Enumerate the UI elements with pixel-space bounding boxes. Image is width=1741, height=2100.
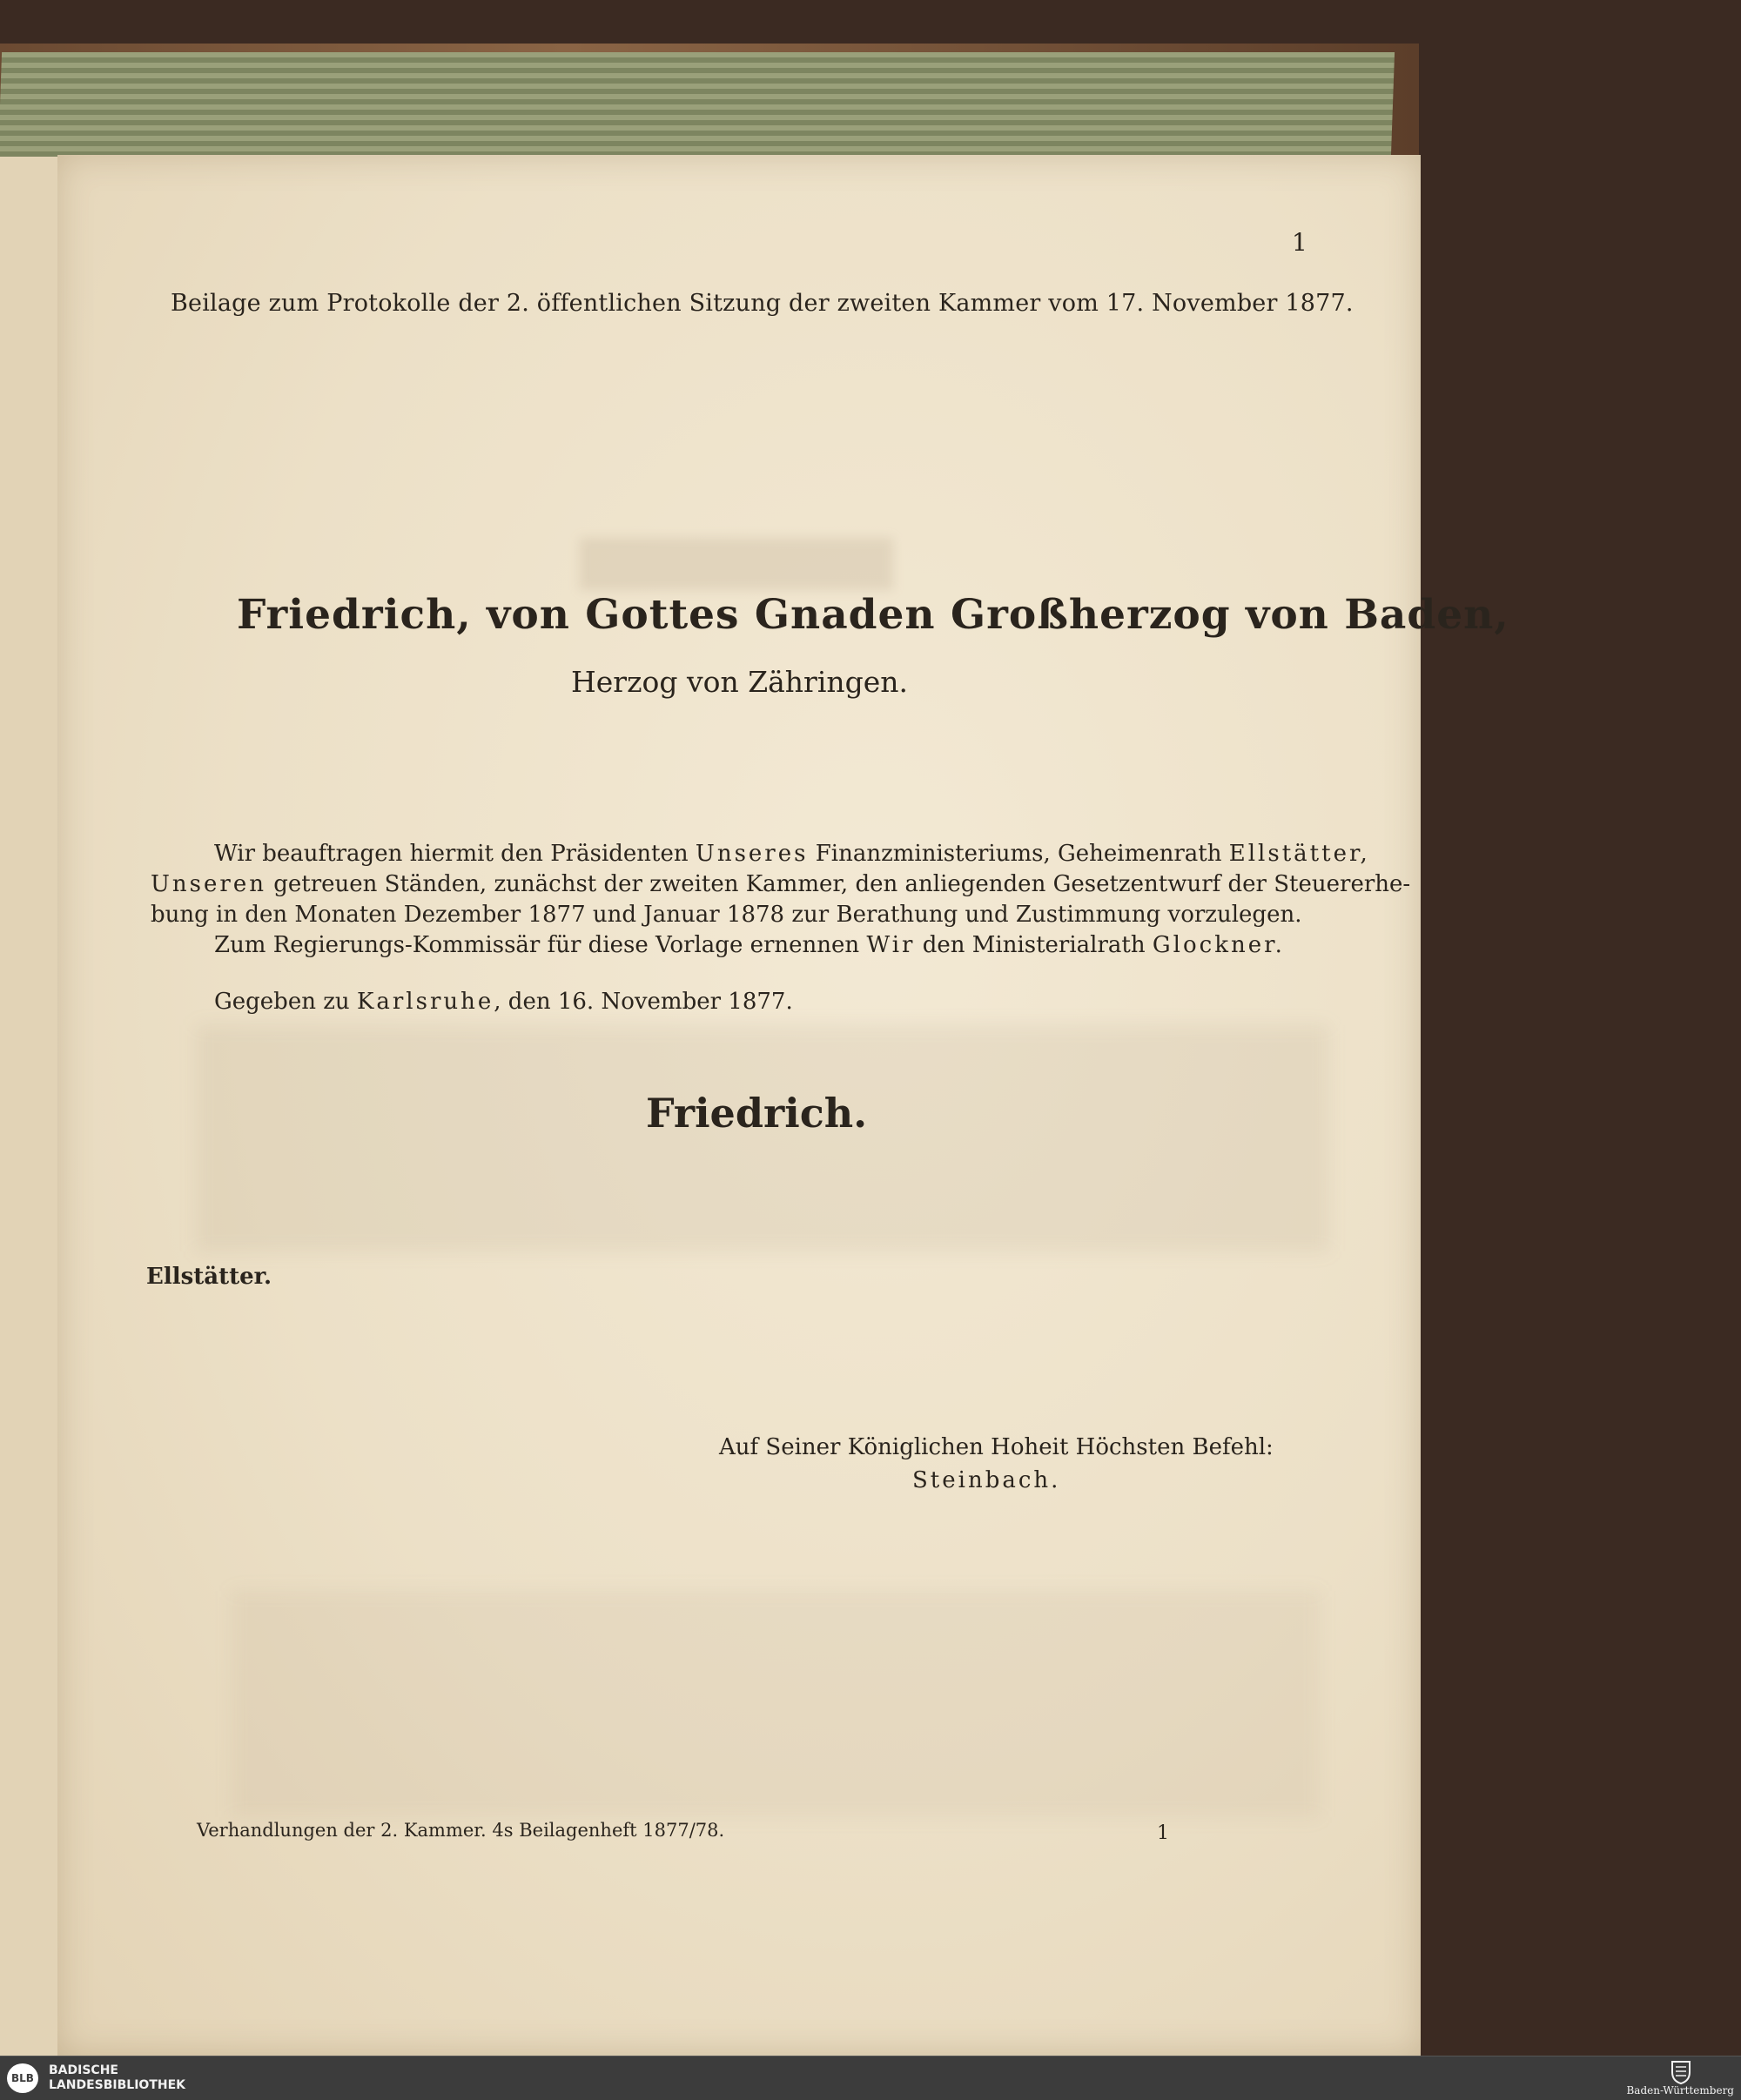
library-name-line1: BADISCHE [49, 2063, 118, 2077]
body-text: den Ministerialrath [915, 932, 1153, 958]
library-name[interactable] [49, 2063, 185, 2093]
body-text: , den 16. November 1877. [494, 989, 793, 1015]
body-text: Finanzministeriums, Geheimenrath [808, 841, 1229, 867]
decree-title: Friedrich, von Gottes Gnaden Großherzog von Baden, [237, 591, 1509, 639]
decree-subtitle: Herzog von Zähringen. [571, 665, 909, 699]
body-line-4 [214, 932, 1285, 958]
page-number: 1 [1292, 228, 1307, 257]
blb-logo-icon[interactable]: BLB [7, 2063, 38, 2093]
signature-main: Friedrich. [646, 1090, 868, 1137]
baden-wuerttemberg-coat-of-arms-icon[interactable] [1670, 2059, 1692, 2085]
spaced-text: Wir [866, 932, 916, 958]
spaced-text: Unseren [151, 871, 266, 897]
library-name-line2: LANDESBIBLIOTHEK [49, 2078, 186, 2092]
left-page-edge [0, 157, 59, 2056]
body-text: Wir beauftragen hiermit den Präsidenten [214, 841, 696, 867]
spaced-text: Glockner. [1152, 932, 1285, 958]
body-line-2 [151, 871, 1410, 897]
signature-left: Ellstätter. [146, 1264, 272, 1290]
library-bar [0, 2056, 1741, 2100]
page-edges [0, 52, 1395, 157]
body-line-1 [214, 841, 1370, 867]
body-text: Zum Regierungs-Kommissär für diese Vorlage ernennen [214, 932, 867, 958]
command-line: Auf Seiner Königlichen Hoheit Höchsten Befehl: [719, 1434, 1274, 1460]
spaced-text: Karlsruhe [356, 989, 494, 1015]
body-text: Gegeben zu [214, 989, 357, 1015]
spaced-text: Ellstätter, [1228, 841, 1370, 867]
header-line: Beilage zum Protokolle der 2. öffentlichen Sitzung der zweiten Kammer vom 17. November 1877. [171, 290, 1354, 317]
command-signatory: Steinbach. [912, 1467, 1061, 1493]
dated-line [214, 989, 793, 1015]
footer-left: Verhandlungen der 2. Kammer. 4s Beilagenheft 1877/78. [197, 1820, 725, 1841]
body-line-3: bung in den Monaten Dezember 1877 und Januar 1878 zur Berathung und Zustimmung vorzulegen. [151, 902, 1302, 928]
footer-sheet-number: 1 [1157, 1822, 1169, 1844]
body-text: getreuen Ständen, zunächst der zweiten Kammer, den anliegenden Gesetzentwurf der Steuererhe- [266, 871, 1411, 897]
baden-wuerttemberg-label: Baden-Württemberg [1626, 2084, 1734, 2097]
spaced-text: Unseres [695, 841, 809, 867]
